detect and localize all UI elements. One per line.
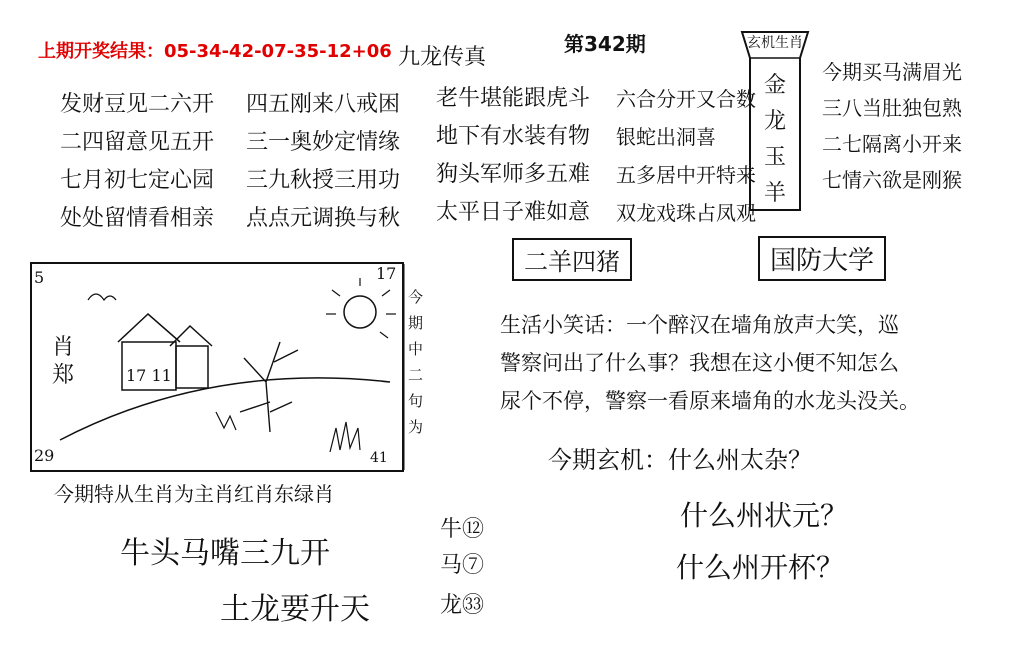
poem-line: 二四留意见五开 [60,130,215,155]
left-label: 肖郑 [52,335,75,388]
poem-left [60,86,214,238]
poem-line: 老牛堪能跟虎斗 [436,86,591,111]
poem-line: 四五刚来八戒困 [246,92,401,117]
poem-line: 地下有水装有物 [436,124,591,149]
poem-line: 二七隔离小开来 [822,132,962,156]
corner-number: 5 [34,268,45,287]
poem-line: 七月初七定心园 [60,168,215,193]
seal-char: 金 [763,73,786,98]
story-line: 生活小笑话：一个醉汉在墙角放声大笑，巡 [500,313,899,337]
riddle-main: 今期玄机：什么州太杂？ [548,446,812,474]
poem-line: 点点元调换与秋 [246,206,401,231]
seal-char: 羊 [763,181,786,206]
house-numbers: 17 11 [126,366,172,385]
story-line: 尿个不停，警察一看原来墙角的水龙头没关。 [500,389,920,413]
poem-line: 六合分开又合数 [616,87,756,111]
sheet-title: 九龙传真 [398,45,487,70]
poem-mid [246,86,400,238]
poem-right-2 [616,80,756,232]
boxed-label: 国防大学 [758,236,886,281]
poem-line: 三九秋授三用功 [246,168,401,193]
landscape-sketch [30,262,432,474]
riddle-answer: 什么州开杯？ [676,551,845,584]
poem-line: 太平日子难如意 [436,200,591,225]
bottom-line-2: 土龙要升天 [220,592,370,627]
seal-char: 龙 [763,109,786,134]
poem-line: 狗头军师多五难 [436,162,591,187]
riddle-answer: 什么州状元？ [680,499,849,532]
poem-line: 今期买马满眉光 [822,60,962,84]
joke-story [500,306,920,420]
corner-number: 29 [34,446,55,465]
code-horse: 马⑦ [440,553,485,578]
poem-line: 三一奥妙定情缘 [246,130,401,155]
poem-line: 银蛇出洞喜 [616,125,716,149]
sketch-panel [30,262,432,474]
seal-char: 玉 [763,145,786,170]
poem-line: 七情六欲是刚猴 [822,168,962,192]
code-ox: 牛⑫ [440,517,485,542]
seal-title: 玄机生肖 [747,35,803,51]
poem-line: 三八当肚独包熟 [822,96,962,120]
poem-line: 处处留情看相亲 [60,206,215,231]
previous-result: 上期开奖结果：05-34-42-07-35-12+06 [38,41,392,62]
issue-number: 第342期 [564,32,646,56]
corner-number: 41 [370,450,388,466]
corner-number: 17 [376,264,397,283]
zodiac-seal [738,30,812,216]
bottom-line-1: 牛头马嘴三九开 [120,536,330,571]
poem-line: 双龙戏珠占凤观 [616,201,756,225]
poem-right [436,80,590,232]
poem-line: 发财豆见二六开 [60,92,215,117]
code-dragon: 龙㉝ [440,593,485,618]
poem-line: 五多居中开特来 [616,163,756,187]
boxed-label: 二羊四猪 [512,238,632,281]
side-poem [822,54,962,198]
sketch-note: 今期特从生肖为主肖红肖东绿肖 [54,482,334,506]
story-line: 警察问出了什么事？我想在这小便不知怎么 [500,351,899,375]
right-label: 今期中二句为 [408,288,424,436]
